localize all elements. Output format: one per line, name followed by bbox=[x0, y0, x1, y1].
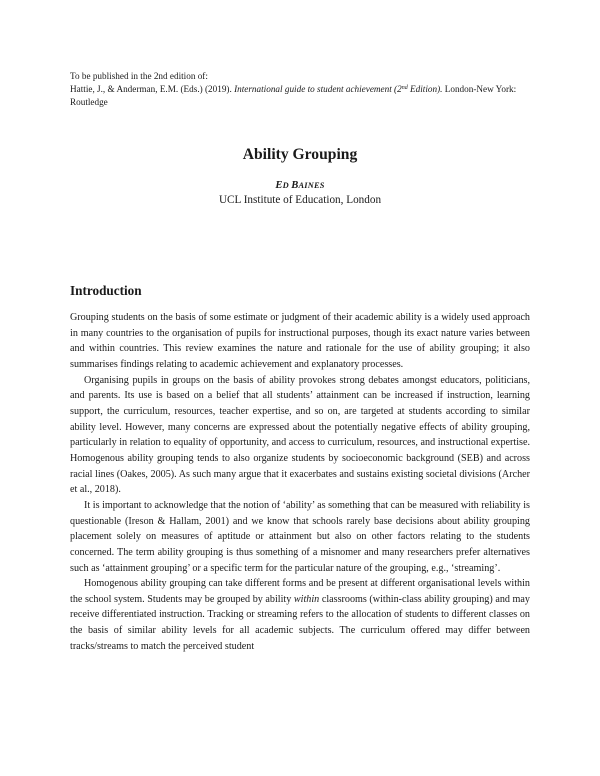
paragraph-2: Organising pupils in groups on the basis of ability provokes strong debates amongst educators, politicians, and parents. Its use is based on a belief that all students’ attainment can be increased if instruction, learning support, the curriculum, resources, teacher expertise, and so on, are targeted at students according to similar ability level. However, many concerns are expressed about the potentially negative effects of ability grouping, particularly in relation to equality of opportunity, and access to curriculum, resources, and instructional expertise. Homogenous ability grouping tends to also organize students by socioeconomic background (SEB) and across racial lines (Oakes, 2005). As such many argue that it exacerbates and sustains existing societal divisions (Archer et al., 2018). bbox=[70, 374, 530, 496]
citation-authors: Hattie, J., & Anderman, E.M. (Eds.) (2019). bbox=[70, 83, 235, 94]
paragraph-4 bbox=[70, 576, 530, 654]
author-first-rest: D bbox=[282, 181, 292, 190]
paper-title: Ability Grouping bbox=[242, 146, 358, 163]
author-affiliation: UCL Institute of Education, London bbox=[218, 194, 382, 206]
citation-reference bbox=[70, 83, 530, 109]
author-last-initial: B bbox=[291, 180, 299, 191]
paragraph-4-end: classrooms (within-class ability grouping) and may receive differentiated instruction. Tracking or streaming refers to the allocation of students to different classes on the basis of similar ability levels for all academic subjects. The curriculum offered may differ between tracks/streams to match the perceived student bbox=[70, 593, 530, 652]
citation-publisher: London-New York: Routledge bbox=[70, 83, 517, 107]
publication-note bbox=[70, 70, 530, 108]
paragraph-4-emphasis: within bbox=[293, 593, 320, 605]
author-name bbox=[0, 180, 600, 191]
author-last-rest: AINES bbox=[298, 181, 325, 190]
publication-note-line1: To be published in the 2nd edition of: bbox=[70, 71, 208, 81]
paragraph-4-start: Homogenous ability grouping can take different forms and be present at different organisational levels within the school system. Students may be grouped by ability bbox=[70, 578, 530, 605]
author-first-initial: E bbox=[275, 180, 283, 191]
paragraph-3: It is important to acknowledge that the notion of ‘ability’ as something that can be measured with reliability is questionable (Ireson & Hallam, 2001) and we know that schools rarely base decisions about ability grouping placement solely on measures of aptitude or attainment but also on other factors relating to the students concerned. The term ability grouping is thus something of a misnomer and many researchers prefer alternatives such as ‘attainment grouping’ or a specific term for the particular nature of the grouping, e.g., ‘streaming’. bbox=[70, 499, 530, 574]
section-heading: Introduction bbox=[70, 283, 142, 298]
body-text bbox=[70, 310, 530, 654]
citation-title-text: International guide to student achievement (2 bbox=[234, 83, 402, 94]
citation-book-title bbox=[234, 84, 442, 94]
citation-edition-superscript: nd bbox=[401, 84, 408, 91]
citation-title-end: Edition). bbox=[407, 83, 443, 94]
paragraph-1: Grouping students on the basis of some estimate or judgment of their academic ability is a widely used approach in many countries to the organisation of pupils for instructional purposes, though its exact nature varies between and within countries. This review examines the nature and rationale for the use of ability grouping; it also summarises findings relating to academic achievement and explanatory processes. bbox=[70, 312, 530, 370]
